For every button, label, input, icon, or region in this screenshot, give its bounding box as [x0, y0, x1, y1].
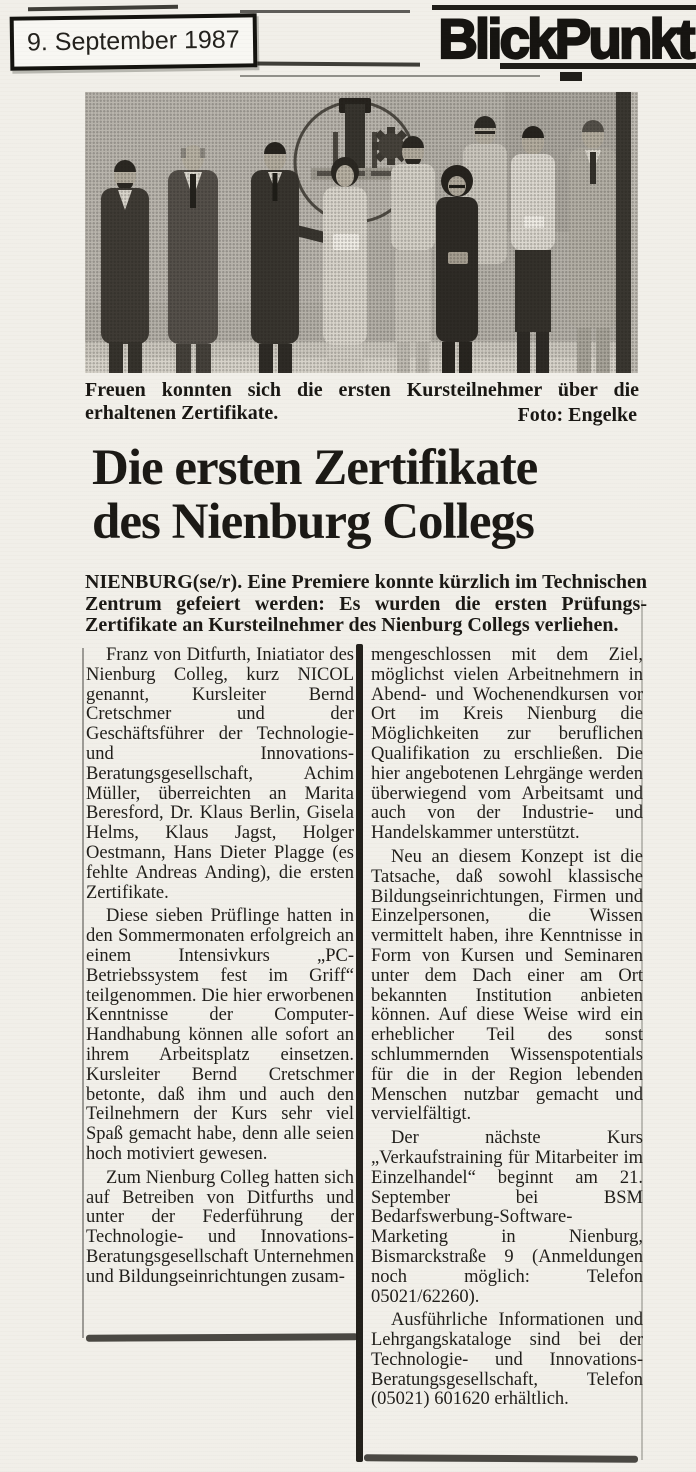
headline-line2: des Nienburg Collegs	[92, 494, 534, 550]
photo-caption	[85, 379, 639, 429]
scan-artifact	[641, 600, 643, 1460]
date-stamp	[10, 13, 258, 70]
article-paragraph: mengeschlossen mit dem Ziel, möglichst vielen Arbeitnehmern in Abend- und Wochenendkursen vor Ort im Kreis Nienburg die Möglichkeiten zur beruflichen Qualifikation zu erschließen. Die hier angebotenen Lehrgänge werden überwiegend vom Arbeitsamt und auch von der Industrie- und Handelskammer unterstützt.	[371, 645, 643, 844]
article-paragraph: Franz von Ditfurth, Iniatiator des Nienburg Colleg, kurz NICOL genannt, Kursleiter Bernd Cretschmer und der Geschäftsführer der Technologie- und Innovations-Beratungsgesellschaft, Achim Müller, überreichten an Marita Beresford, Dr. Klaus Berlin, Gisela Helms, Klaus Jagst, Holger Oestmann, Hans Dieter Plagge (es fehlte Andreas Anding), die ersten Zertifikate.	[86, 645, 354, 903]
date-text: 9. September 1987	[26, 25, 240, 57]
article-column-left	[86, 646, 354, 1292]
photo-credit: Foto: Engelke	[517, 404, 637, 426]
headline	[92, 441, 648, 549]
article-paragraph: Diese sieben Prüflinge hatten in den Sommermonaten erfolgreich an einem Intensivkurs „PC-Betriebssystem fest im Griff“ teilgenommen. Die hier erworbenen Kenntnisse der Computer-Handhabung können alle sofort an ihrem Arbeitsplatz einsetzen. Kursleiter Bernd Cretschmer betonte, daß ihm und auch den Teilnehmern der Kurs sehr viel Spaß gemacht habe, denn alle seien hoch motiviert gewesen.	[86, 906, 354, 1164]
scan-artifact	[28, 5, 178, 12]
article-paragraph: Zum Nienburg Colleg hatten sich auf Betreiben von Ditfurths und unter der Federführung der Technologie- und Innovations-Beratungsgesellschaft Unternehmen und Bildungseinrichtungen zusam-	[86, 1167, 354, 1287]
scan-artifact	[82, 648, 84, 1338]
article-photo	[85, 92, 638, 373]
caption-text: Freuen konnten sich die ersten Kursteilnehmer über die erhaltenen Zertifikate.	[85, 379, 639, 424]
scan-artifact	[248, 61, 420, 66]
scan-artifact	[240, 10, 410, 13]
lead-paragraph: NIENBURG(se/r). Eine Premiere konnte kürzlich im Technischen Zentrum gefeiert werden: Es wurden die ersten Prüfungs-Zertifikate an Kursteilnehmer des Nienburg Collegs verliehen.	[85, 571, 647, 636]
headline-line1: Die ersten Zertifikate	[92, 440, 538, 496]
scan-artifact	[240, 75, 540, 77]
photo-person	[101, 160, 149, 373]
photo-person	[168, 145, 218, 373]
blickpunkt-logo: BlickPunkt	[437, 7, 692, 70]
scan-artifact	[86, 1333, 358, 1341]
scan-artifact	[364, 1454, 638, 1462]
scan-artifact	[560, 72, 582, 81]
photo-person	[391, 136, 435, 373]
article-paragraph: Ausführliche Informationen und Lehrgangskataloge sind bei der Technologie- und Innovations-Beratungsgesellschaft, Telefon (05021) 601620 erhältlich.	[371, 1310, 643, 1410]
article-paragraph: Neu an diesem Konzept ist die Tatsache, daß sowohl klassische Bildungseinrichtungen, Firmen und Einzelpersonen, die Wissen vermittelt haben, ihre Kenntnisse in Form von Kursen und Seminaren unter dem Dach einer am Ort bekannten Institution anbieten können. Auf diese Weise wird ein erheblicher Teil des sonst schlummernden Wissenspotentials für die in der Region lebenden Menschen nutzbar gemacht und vervielfältigt.	[371, 846, 643, 1125]
article-column-right	[371, 646, 643, 1414]
photo-illustration	[85, 92, 638, 373]
article-paragraph: Der nächste Kurs „Verkaufstraining für Mitarbeiter im Einzelhandel“ beginnt am 21. September bei BSM Bedarfswerbung-Software-Marketing in Nienburg, Bismarckstraße 9 (Anmeldungen noch möglich: Telefon 05021/62260).	[371, 1128, 643, 1307]
photo-person	[323, 157, 367, 373]
